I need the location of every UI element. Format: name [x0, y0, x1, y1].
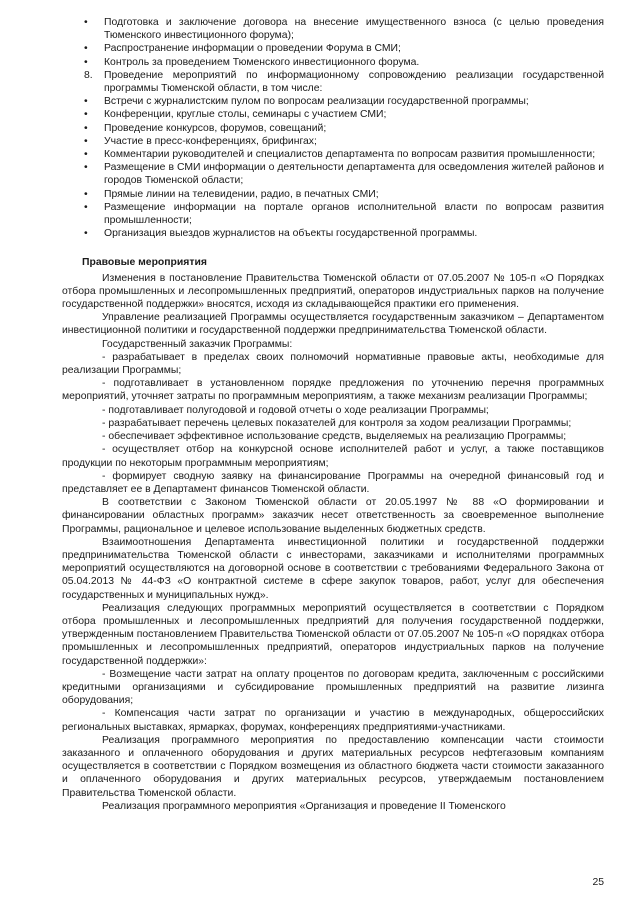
list-marker: • [84, 149, 88, 161]
paragraph: - Компенсация части затрат по организации и участию в международных, общероссийских региональных выставках, ярмарках, форумах, конференциях предприятиями-участниками. [62, 708, 604, 733]
list-item [62, 227, 604, 240]
list-item [62, 122, 604, 135]
list-item [62, 95, 604, 108]
list-item-text: Организация выездов журналистов на объекты государственной программы. [104, 228, 478, 240]
list-marker: • [84, 43, 88, 55]
list-item [62, 148, 604, 161]
list-marker: • [84, 56, 88, 68]
list-item [62, 135, 604, 148]
paragraph: - обеспечивает эффективное использование средств, выделяемых на реализацию Программы; [102, 431, 567, 443]
list-marker: • [84, 228, 88, 240]
list-item-text: Проведение мероприятий по информационному сопровождению реализации государственной программы Тюменской области, в том числе: [104, 69, 604, 95]
list-item-text: Подготовка и заключение договора на внесение имущественного взноса (с целью проведения Тюменского инвестиционного форума); [104, 17, 604, 42]
paragraph: В соответствии с Законом Тюменской области от 20.05.1997 № 88 «О формировании и финансировании областных программ» заказчик несет ответственность за своевременное выполнение Программы, рациональное и целевое использование выделенных бюджетных средств. [62, 497, 604, 535]
list-item-text: Участие в пресс-конференциях, брифингах; [104, 135, 317, 147]
list-marker: • [84, 109, 88, 121]
paragraph: - подготавливает полугодовой и годовой отчеты о ходе реализации Программы; [102, 404, 489, 416]
paragraph: Управление реализацией Программы осуществляется государственным заказчиком – Департаментом инвестиционной политики и государственной поддержки предпринимательства Тюменской области. [62, 312, 604, 337]
list-marker: 8. [84, 69, 93, 81]
list-item [62, 56, 604, 69]
list-marker: • [84, 188, 88, 200]
list-item-text: Конференции, круглые столы, семинары с участием СМИ; [104, 109, 387, 121]
list-item-text: Встречи с журналистским пулом по вопросам реализации государственной программы; [104, 96, 529, 108]
list-marker: • [84, 96, 88, 108]
paragraph: - подготавливает в установленном порядке предложения по уточнению перечня программных мероприятий, уточняет затраты по программным мероприятиям, а также механизм реализации Программы; [62, 378, 604, 403]
paragraph: - разрабатывает перечень целевых показателей для контроля за ходом реализации Программы; [102, 417, 572, 429]
list-item [62, 16, 604, 42]
list-marker: • [84, 17, 88, 28]
list-item [62, 42, 604, 55]
paragraph: Изменения в постановление Правительства Тюменской области от 07.05.2007 № 105-п «О Порядках отбора промышленных и лесопромышленных предприятий, операторов индустриальных парков на получение государственной поддержки» вносятся, исходя из складывающейся практики его применения. [62, 272, 604, 311]
paragraph: - Возмещение части затрат на оплату процентов по договорам кредита, заключенным с российскими кредитными организациями и субсидирование промышленных предприятий на развитие лизинга оборудования; [62, 668, 604, 707]
paragraph: - разрабатывает в пределах своих полномочий нормативные правовые акты, необходимые для реализации Программы; [62, 351, 604, 377]
paragraph: Государственный заказчик Программы: [102, 338, 293, 350]
paragraph: - формирует сводную заявку на финансирование Программы на очередной финансовый год и представляет ее в Департамент финансов Тюменской области. [62, 470, 604, 495]
list-item-text: Комментарии руководителей и специалистов департамента по вопросам развития промышленности; [104, 149, 596, 161]
paragraph: Взаимоотношения Департамента инвестиционной политики и государственной поддержки предпринимательства Тюменской области с инвесторами, заказчиками и исполнителями программных мероприятий осуществляются на договорной основе в соответствии с требованиями Федерального Закона от 05.04.2013 № 44-ФЗ «О контрактной системе в сфере закупок товаров, работ, услуг для обеспечения государственных и муниципальных нужд». [62, 536, 604, 601]
paragraph: Реализация программного мероприятия по предоставлению компенсации части стоимости заказанного и оплаченного оборудования и других материальных ресурсов нефтегазовым компаниям осуществляется в соответствии с Порядком возмещения из областного бюджета части стоимости заказанного и оплаченного оборудования и других материальных ресурсов, утверждаемым постановлением Правительства Тюменской области. [62, 734, 604, 799]
list-item-text: Размещение информации на портале органов исполнительной власти по вопросам развития промышленности; [104, 201, 604, 227]
list-item-text: Распространение информации о проведении Форума в СМИ; [104, 43, 401, 55]
measures-list [62, 16, 604, 240]
list-item [62, 108, 604, 121]
paragraph: Реализация программного мероприятия «Организация и проведение II Тюменского [102, 800, 506, 812]
page-number: 25 [592, 877, 604, 888]
list-marker: • [84, 162, 88, 174]
list-item [62, 201, 604, 227]
list-item-text: Прямые линии на телевидении, радио, в печатных СМИ; [104, 188, 379, 200]
paragraph: Реализация следующих программных мероприятий осуществляется в соответствии с Порядком отбора промышленных и лесопромышленных предприятий для получения государственной поддержки, утвержденным постановлением Правительства Тюменской области от 07.05.2007 № 105-п «О порядках отбора промышленных и лесопромышленных предприятий, операторов индустриальных парков на получение государственной поддержки»: [62, 602, 604, 667]
paragraph: - осуществляет отбор на конкурсной основе исполнителей работ и услуг, а также поставщиков продукции по некоторым программным мероприятиям; [62, 444, 604, 469]
list-item [62, 69, 604, 95]
list-marker: • [84, 135, 88, 147]
list-marker: • [84, 122, 88, 134]
list-item-text: Проведение конкурсов, форумов, совещаний; [104, 122, 327, 134]
list-item-text: Контроль за проведением Тюменского инвестиционного форума. [104, 56, 420, 68]
list-item [62, 161, 604, 187]
list-item [62, 188, 604, 201]
list-marker: • [84, 201, 88, 213]
body-text [62, 272, 604, 813]
section-heading: Правовые мероприятия [82, 257, 207, 269]
list-item-text: Размещение в СМИ информации о деятельности департамента для осведомления жителей районов и городов Тюменской области; [104, 162, 604, 187]
